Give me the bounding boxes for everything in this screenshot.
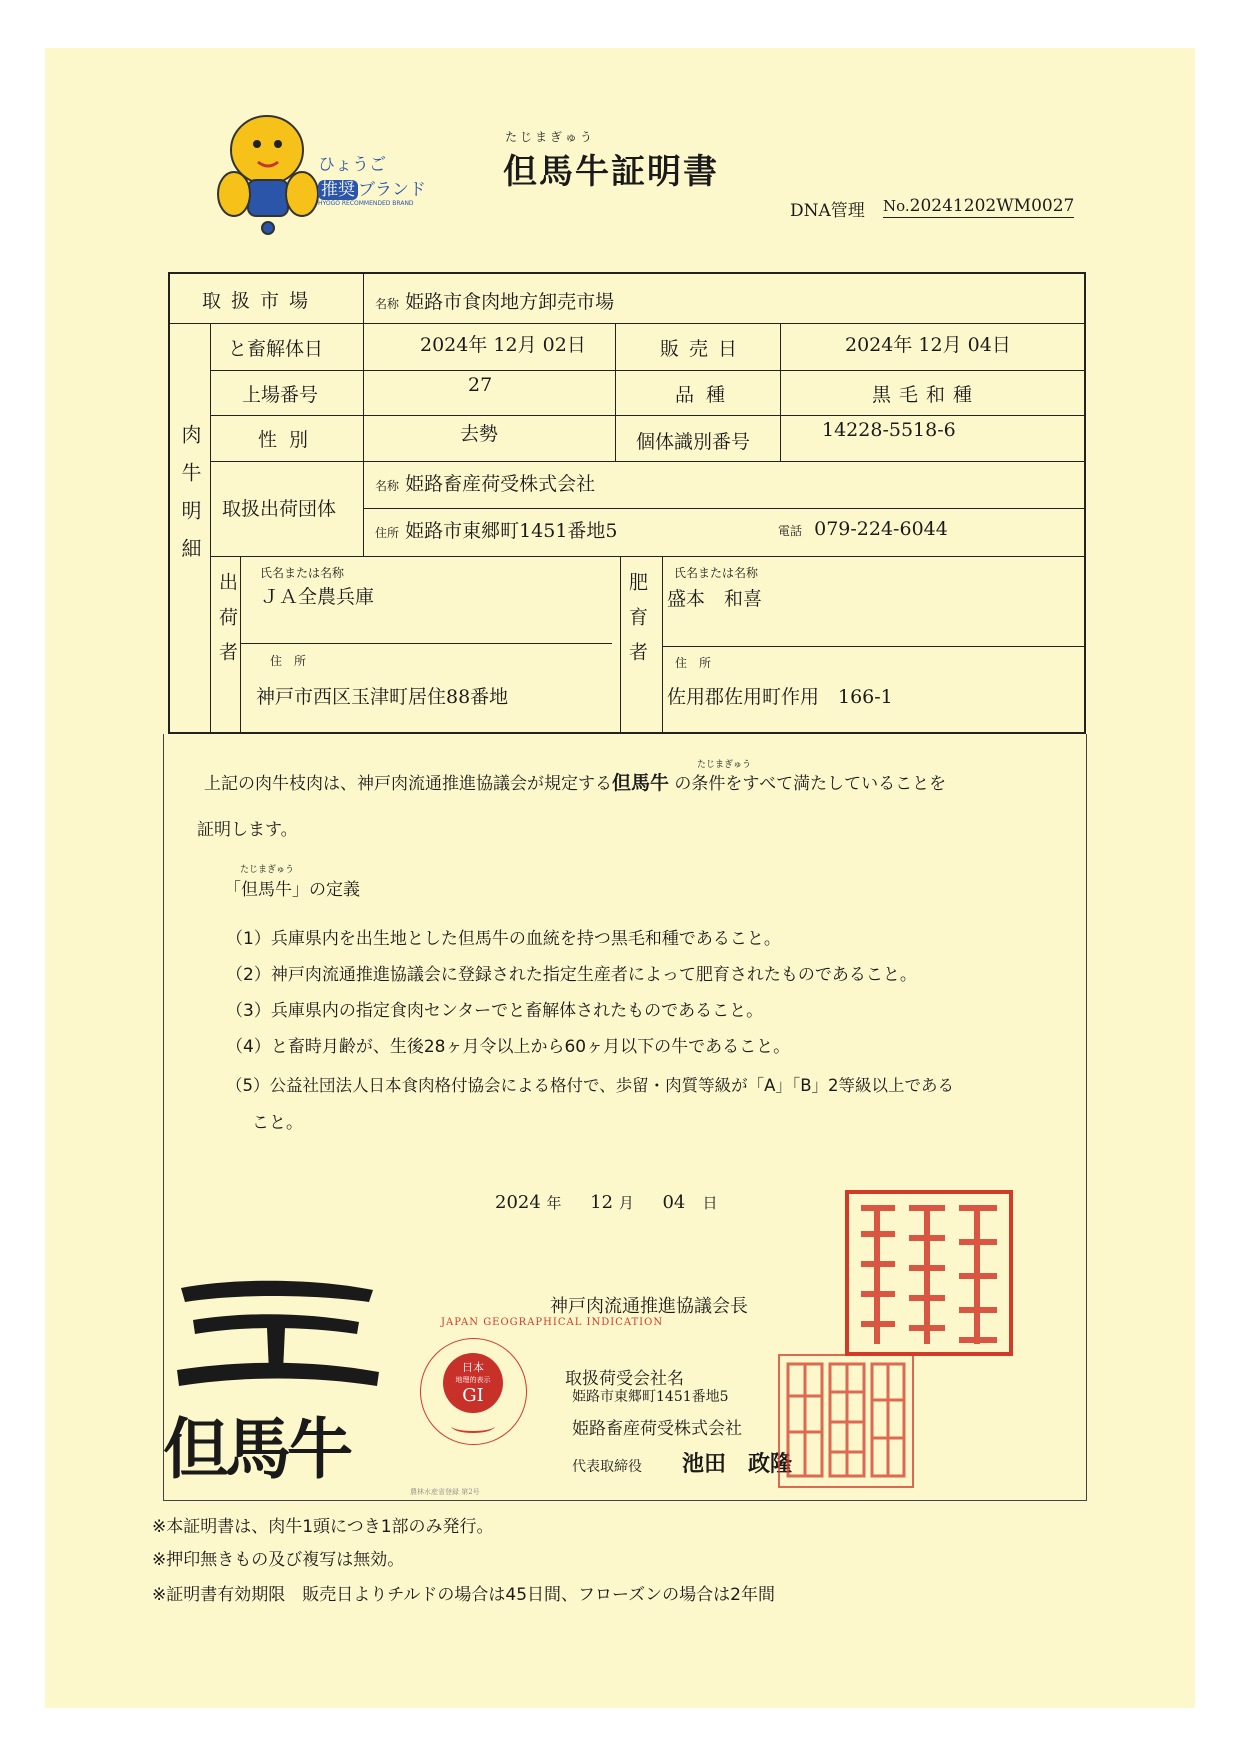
gi-mid: 地理的表示 <box>455 1376 491 1384</box>
listing-number: 27 <box>468 374 493 396</box>
dna-label: DNA管理 <box>790 201 865 221</box>
company-label: 取扱荷受会社名 <box>565 1369 684 1389</box>
org-phone-prefix: 電話 <box>778 524 803 538</box>
raiser-label: 肥育者 <box>626 572 648 677</box>
chair-title: 神戸肉流通推進協議会長 <box>550 1296 748 1317</box>
issue-month: 12 <box>590 1192 614 1213</box>
company-seal-pattern <box>780 1356 912 1486</box>
council-seal-pattern <box>849 1194 1009 1352</box>
slaughter-label: と畜解体日 <box>228 338 324 360</box>
id-number: 14228-5518-6 <box>822 419 956 441</box>
market-name: 姫路市食肉地方卸売市場 <box>405 291 615 313</box>
gi-registration: 農林水産省登録 第2号 <box>410 1488 480 1496</box>
definition-item-1: （1）兵庫県内を出生地とした但馬牛の血統を持つ黒毛和種であること。 <box>226 929 781 949</box>
brand-line1: ひょうご <box>318 155 386 175</box>
issue-year-unit: 年 <box>546 1194 562 1212</box>
org-name-prefix: 名称 <box>375 479 400 493</box>
brand-sub: HYOGO RECOMMENDED BRAND <box>318 200 414 207</box>
note-3: ※証明書有効期限 販売日よりチルドの場合は45日間、フローズンの場合は2年間 <box>152 1585 775 1605</box>
rep-name: 池田 政隆 <box>682 1451 793 1477</box>
sale-year: 2024 <box>845 334 894 356</box>
statement-ruby: たじまぎゅう <box>697 760 752 770</box>
definition-item-5: （5）公益社団法人日本食肉格付協会による格付で、歩留・肉質等級が「A」「B」2等級以上である <box>226 1076 955 1095</box>
gi-ring-text: JAPAN GEOGRAPHICAL INDICATION <box>441 1317 664 1328</box>
sex-value: 去勢 <box>460 423 499 445</box>
gi-top: 日本 <box>462 1361 484 1374</box>
shipper-label: 出荷者 <box>216 572 238 677</box>
shipper-name: ＪＡ全農兵庫 <box>260 586 375 608</box>
definition-item-4: （4）と畜時月齢が、生後28ヶ月令以上から60ヶ月以下の牛であること。 <box>226 1037 791 1057</box>
company-seal <box>778 1354 914 1488</box>
shipper-address: 神戸市西区玉津町居住88番地 <box>256 686 509 708</box>
rep-title: 代表取締役 <box>572 1459 642 1475</box>
sale-label: 販売日 <box>660 338 748 360</box>
statement-line1 <box>204 768 946 795</box>
dna-number <box>883 196 1074 218</box>
tajima-brand-emblem <box>173 1280 383 1390</box>
org-address-prefix: 住所 <box>375 526 400 540</box>
raiser-address: 佐用郡佐用町作用 166-1 <box>667 686 893 708</box>
definition-title: 「但馬牛」の定義 <box>224 880 360 900</box>
brand-line2b: ブランド <box>358 180 426 200</box>
market-name-prefix: 名称 <box>375 297 400 311</box>
shipper-org-label: 取扱出荷団体 <box>222 498 337 520</box>
detail-table <box>168 272 1086 734</box>
slaughter-month: 12 <box>493 334 518 356</box>
issue-day: 04 <box>662 1192 686 1213</box>
dna-no-value: 20241202WM0027 <box>909 196 1075 216</box>
raiser-name-caption: 氏名または名称 <box>674 566 759 580</box>
market-label: 取扱市場 <box>202 290 319 312</box>
definition-item-5-cont: こと。 <box>252 1113 303 1133</box>
note-1: ※本証明書は、肉牛1頭につき1部のみ発行。 <box>152 1517 494 1537</box>
sale-day: 04 <box>967 334 992 356</box>
id-label: 個体識別番号 <box>636 431 751 453</box>
statement-line2: 証明します。 <box>197 820 298 840</box>
shipper-org-phone: 079-224-6044 <box>814 518 948 540</box>
company-name: 姫路畜産荷受株式会社 <box>572 1419 742 1439</box>
definition-item-2: （2）神戸肉流通推進協議会に登録された指定生産者によって肥育されたものであること。 <box>226 965 917 985</box>
slaughter-year: 2024 <box>420 334 469 356</box>
shipper-address-caption: 住 所 <box>270 654 307 668</box>
brand-text <box>318 150 426 200</box>
council-seal <box>845 1190 1013 1356</box>
side-label: 肉牛明細 <box>178 424 202 576</box>
company-address: 姫路市東郷町1451番地5 <box>572 1389 729 1405</box>
issue-year: 2024 <box>495 1192 541 1213</box>
raiser-address-caption: 住 所 <box>675 656 712 670</box>
definition-ruby: たじまぎゅう <box>240 865 295 875</box>
statement-part-a: 上記の肉牛枝肉は、神戸肉流通推進協議会が規定する <box>204 774 612 794</box>
breed-value: 黒毛和種 <box>872 384 981 406</box>
slaughter-day: 02 <box>542 334 567 356</box>
statement-part-b: 但馬牛 <box>612 772 670 794</box>
sex-label: 性別 <box>258 429 321 451</box>
shipper-org-address: 姫路市東郷町1451番地5 <box>405 520 618 542</box>
gi-mark-text: GI <box>462 1385 484 1406</box>
definition-item-3: （3）兵庫県内の指定食肉センターでと畜解体されたものであること。 <box>226 1001 764 1021</box>
shipper-org-name: 姫路畜産荷受株式会社 <box>405 473 596 495</box>
listing-label: 上場番号 <box>242 384 319 406</box>
tajima-brand-text: 但馬牛 <box>163 1411 349 1488</box>
title-ruby: たじまぎゅう <box>505 130 596 144</box>
sale-date: 2024年 12月 04日 <box>845 334 1011 356</box>
sale-month: 12 <box>918 334 943 356</box>
issue-date <box>495 1192 718 1213</box>
statement-part-c: の条件をすべて満たしていることを <box>674 774 947 794</box>
issue-month-unit: 月 <box>618 1194 634 1212</box>
page-title: 但馬牛証明書 <box>503 152 719 192</box>
slaughter-date: 2024年 12月 02日 <box>420 334 586 356</box>
brand-line2a: 推奨 <box>318 180 358 200</box>
shipper-name-caption: 氏名または名称 <box>260 566 345 580</box>
mascot-logo <box>212 110 322 240</box>
dna-no-prefix: No. <box>883 197 910 215</box>
issue-day-unit: 日 <box>702 1194 718 1212</box>
note-2: ※押印無きもの及び複写は無効。 <box>152 1550 405 1570</box>
raiser-name: 盛本 和喜 <box>667 588 763 610</box>
breed-label: 品種 <box>675 384 738 406</box>
